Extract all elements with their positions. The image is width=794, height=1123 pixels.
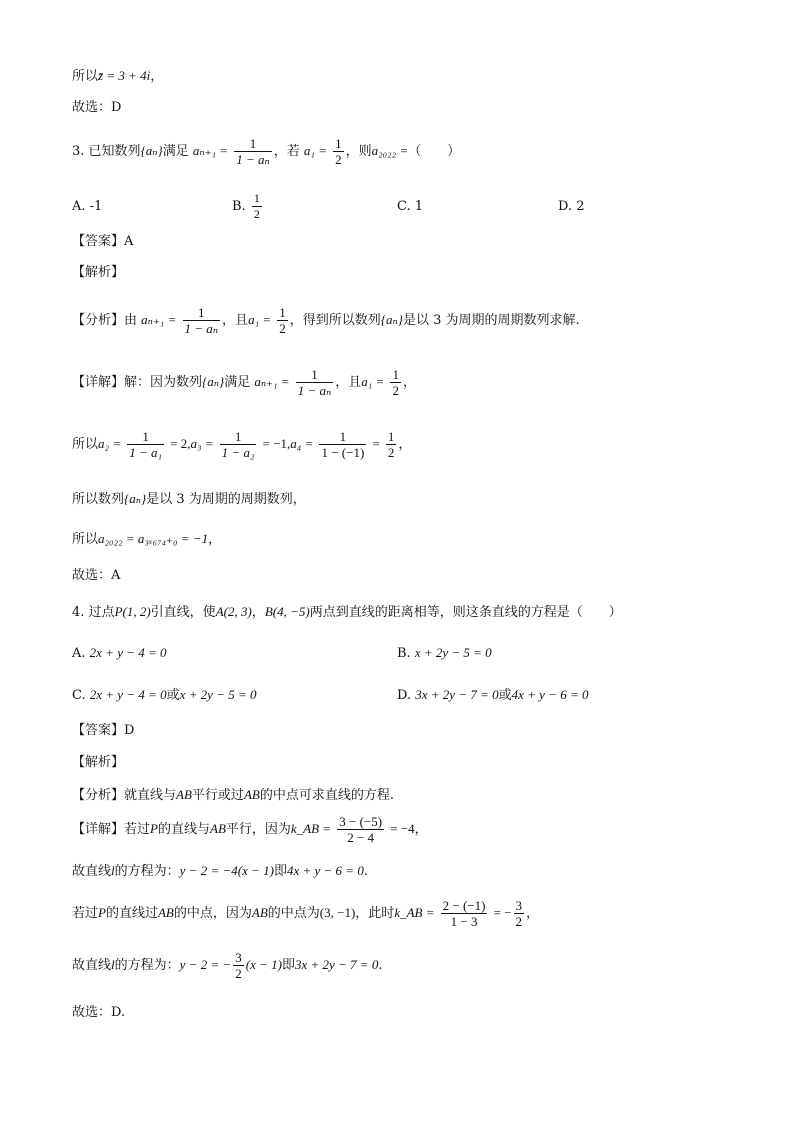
text: 满足 (224, 375, 251, 390)
text: 所以 (72, 69, 99, 84)
fraction (386, 429, 397, 460)
option-label: A. (72, 646, 86, 661)
math-expression: AB (210, 821, 226, 836)
math-expression: a₃ = (190, 436, 214, 451)
answer-tag: 【答案】 (72, 723, 125, 738)
denominator: 2 (387, 445, 395, 460)
math-expression: a₁ = (248, 312, 272, 327)
denominator: 1 − a₁ (129, 445, 162, 460)
text: 引直线，使 (150, 605, 216, 620)
option-label: C. (72, 688, 86, 703)
denominator: 2 (335, 152, 342, 167)
option-a (72, 644, 167, 663)
derivation-line (72, 862, 368, 881)
math-expression: {aₙ} (380, 312, 403, 327)
fraction (441, 898, 488, 929)
fraction (337, 814, 384, 845)
choice-statement: 故选：A (72, 568, 121, 583)
math-expression: k_AB = (394, 905, 435, 920)
math-expression: P (150, 821, 158, 836)
math-expression: 2x + y − 4 = 0 (89, 645, 167, 660)
numerator: 1 (234, 136, 272, 152)
numerator: 1 (392, 367, 399, 382)
option-text: C. 1 (397, 199, 424, 214)
math-expression: 4x + y − 6 = 0 (511, 687, 589, 702)
text: 的方程为： (114, 958, 180, 973)
text: ， (208, 532, 222, 547)
math-expression: aₙ₊₁ = (141, 312, 177, 327)
answer-tag: 【答案】 (72, 234, 125, 249)
text: ，且 (222, 313, 249, 328)
text: 或 (166, 688, 180, 703)
math-expression: a₂₀₂₂ = a₃ₓ₆₇₄₊₀ = −1 (98, 531, 209, 546)
math-expression: = −1, (262, 436, 291, 451)
math-expression: (3, −1) (319, 905, 356, 920)
denominator: 1 − a₂ (221, 445, 255, 460)
option-text: D. 2 (558, 199, 585, 214)
math-expression: AB (251, 905, 268, 920)
question-3-stem (72, 134, 460, 169)
text: 的中点为 (267, 906, 320, 921)
detail-line (72, 365, 416, 400)
option-b (397, 644, 492, 663)
text-line (72, 99, 121, 117)
fraction (514, 898, 525, 929)
numerator: 1 (319, 429, 366, 445)
derivation-line (72, 427, 411, 462)
denominator: 2 (515, 914, 523, 929)
denominator: 2 (253, 207, 260, 221)
text: ， (251, 605, 265, 620)
math-expression: 3x + 2y − 7 = 0 (415, 687, 499, 702)
analysis-summary-tag: 【分析】 (72, 788, 125, 803)
text: 或 (498, 688, 512, 703)
text: 的方程为： (114, 864, 180, 879)
fraction (319, 429, 366, 460)
math-expression: B(4, −5) (264, 604, 310, 619)
text: 即 (281, 958, 295, 973)
analysis-tag: 【解析】 (72, 755, 125, 770)
analysis-summary (72, 786, 394, 805)
denominator: 2 (235, 966, 242, 981)
option-text: A. -1 (72, 199, 103, 214)
text: 平行或过 (191, 788, 244, 803)
analysis-line (72, 264, 124, 282)
math-expression: aₙ₊₁ = (254, 374, 290, 389)
option-c (397, 198, 423, 216)
math-expression: AB (157, 905, 174, 920)
text: ，得到所以数列 (289, 313, 381, 328)
fraction (220, 429, 257, 460)
math-expression: AB (176, 787, 192, 802)
fraction (183, 305, 221, 336)
math-expression: = − (493, 905, 512, 920)
option-label: D. (397, 688, 412, 703)
math-expression: a₂ = (98, 436, 122, 451)
denominator: 1 − aₙ (297, 383, 332, 398)
denominator: 2 (279, 321, 286, 336)
text: 两点到直线的距离相等，则这条直线的方程是（ ） (309, 605, 622, 620)
numerator: 3 (515, 898, 523, 913)
denominator: 1 − (−1) (321, 445, 365, 460)
numerator: 1 (253, 191, 260, 205)
text: ，则 (345, 144, 372, 159)
derivation-line (72, 896, 539, 931)
denominator: 2 − 4 (347, 830, 375, 845)
fraction (277, 305, 288, 336)
text-line (72, 67, 163, 86)
text: 所以 (72, 437, 99, 452)
option-b (232, 190, 264, 224)
detail-tag: 【详解】 (72, 822, 125, 837)
text: ， (526, 906, 540, 921)
question-number: 3. (72, 144, 85, 159)
math-expression: x + 2y − 5 = 0 (414, 645, 492, 660)
numerator: 1 (296, 367, 334, 383)
option-d (397, 686, 588, 705)
math-expression: l (111, 957, 115, 972)
fraction (233, 950, 244, 981)
text: ， (150, 69, 164, 84)
math-expression: aₙ₊₁ = (192, 143, 229, 158)
choice-line (72, 1004, 125, 1022)
text: 即 (273, 864, 287, 879)
answer-value: D (124, 723, 135, 738)
text: 若过 (124, 822, 151, 837)
text: . (378, 958, 383, 973)
question-number: 4. (72, 605, 85, 620)
detail-line (72, 812, 428, 847)
math-expression: = (372, 436, 380, 451)
numerator: 2 − (−1) (442, 898, 486, 913)
math-expression: = 2, (170, 436, 191, 451)
text: ，且 (335, 375, 362, 390)
text: 故直线 (72, 864, 112, 879)
text: 所以 (72, 532, 99, 547)
numerator: 3 − (−5) (339, 814, 383, 829)
answer-blank: （ ） (408, 144, 461, 159)
math-expression: a₁ = (361, 374, 385, 389)
option-d (558, 198, 585, 216)
numerator: 1 (387, 429, 395, 444)
math-expression: a₁ = (303, 143, 327, 158)
math-expression: y − 2 = − (179, 957, 232, 972)
text: 解：因为数列 (124, 375, 203, 390)
derivation-line (72, 490, 306, 509)
text: 若过 (72, 906, 99, 921)
fraction (252, 191, 262, 222)
numerator: 3 (235, 950, 242, 965)
math-expression: P (98, 905, 106, 920)
math-expression: = −4 (390, 821, 415, 836)
numerator: 1 (220, 429, 257, 445)
numerator: 1 (279, 305, 286, 320)
math-expression: 3x + 2y − 7 = 0 (294, 957, 379, 972)
choice-statement: 故选：D (72, 100, 122, 115)
math-expression: (x − 1) (245, 957, 282, 972)
derivation-line (72, 530, 221, 549)
answer-value: A (124, 234, 134, 249)
choice-statement: 故选：D. (72, 1005, 126, 1020)
text: 所以数列 (72, 492, 125, 507)
text: 由 (124, 313, 138, 328)
math-expression: a₂₀₂₂ = (371, 143, 409, 158)
text: ，此时 (355, 906, 395, 921)
answer-line (72, 722, 134, 740)
numerator: 1 (127, 429, 164, 445)
option-c (72, 686, 257, 705)
text: 的中点可求直线的方程. (259, 788, 394, 803)
fraction (296, 367, 334, 398)
option-label: B. (397, 646, 411, 661)
text: 的直线与 (157, 822, 210, 837)
math-expression: k_AB = (290, 821, 332, 836)
denominator: 2 (392, 383, 399, 398)
math-expression: {aₙ} (140, 143, 163, 158)
math-expression: l (111, 863, 115, 878)
numerator: 1 (183, 305, 221, 321)
text: 是以 3 为周期的周期数列求解. (402, 313, 580, 328)
question-4-stem (72, 603, 622, 622)
math-expression: z̄ = 3 + 4i (98, 68, 151, 83)
detail-tag: 【详解】 (72, 375, 125, 390)
math-expression: {aₙ} (202, 374, 225, 389)
denominator: 1 − aₙ (184, 321, 219, 336)
choice-line (72, 567, 120, 585)
fraction (333, 136, 344, 167)
text: ， (398, 437, 412, 452)
text: 的中点，因为 (173, 906, 252, 921)
numerator: 1 (335, 136, 342, 151)
text: 的直线过 (105, 906, 158, 921)
math-expression: a₄ = (290, 436, 314, 451)
math-expression: P(1, 2) (114, 604, 151, 619)
analysis-summary-tag: 【分析】 (72, 313, 125, 328)
denominator: 1 − 3 (450, 914, 478, 929)
option-label: B. (232, 199, 246, 214)
text: ， (414, 822, 428, 837)
text: 平行，因为 (225, 822, 291, 837)
math-expression: 2x + y − 4 = 0 (89, 687, 167, 702)
text: 已知数列 (88, 144, 141, 159)
denominator: 1 − aₙ (236, 152, 270, 167)
derivation-line (72, 948, 382, 983)
text: . (363, 864, 368, 879)
analysis-tag: 【解析】 (72, 265, 125, 280)
text: 故直线 (72, 958, 112, 973)
analysis-line (72, 754, 124, 772)
math-expression: x + 2y − 5 = 0 (179, 687, 257, 702)
text: 满足 (162, 144, 189, 159)
answer-line (72, 233, 133, 251)
text: 就直线与 (124, 788, 177, 803)
fraction (390, 367, 401, 398)
text: ，若 (273, 144, 300, 159)
text: 是以 3 为周期的周期数列， (146, 492, 306, 507)
math-expression: AB (243, 787, 260, 802)
fraction (234, 136, 272, 167)
text: ， (402, 375, 416, 390)
math-expression: y − 2 = −4(x − 1) (179, 863, 274, 878)
text: 过点 (88, 605, 115, 620)
fraction (127, 429, 164, 460)
math-expression: {aₙ} (124, 491, 147, 506)
analysis-summary (72, 303, 580, 338)
math-expression: 4x + y − 6 = 0 (286, 863, 364, 878)
option-a (72, 198, 102, 216)
math-expression: A(2, 3) (215, 604, 252, 619)
